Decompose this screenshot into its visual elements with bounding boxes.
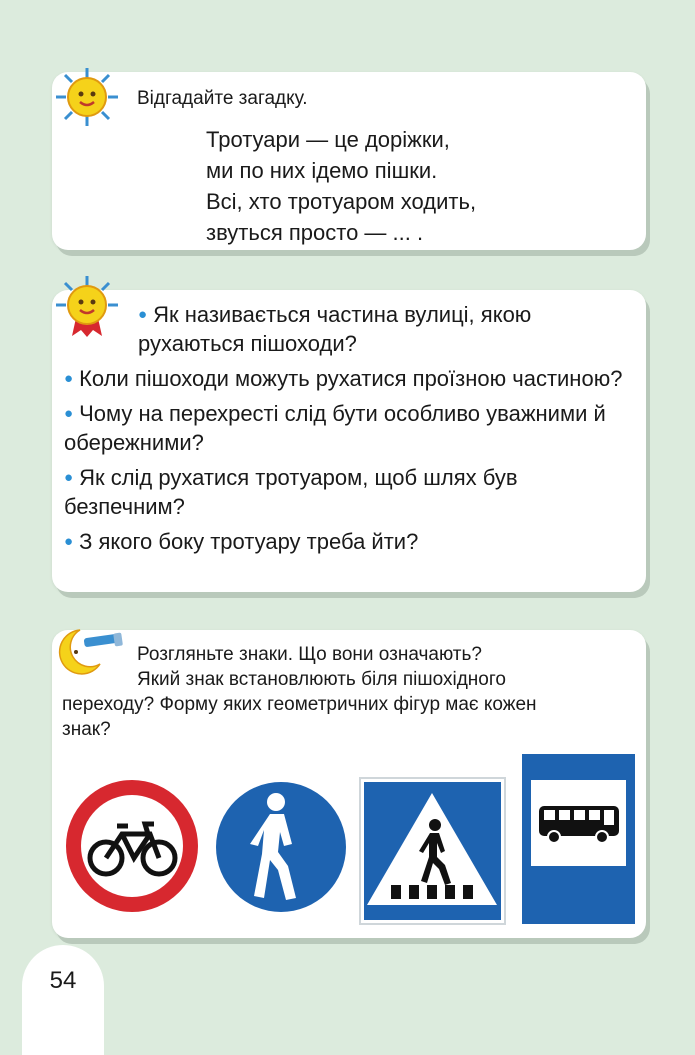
bullet-icon: ●: [64, 533, 74, 550]
poem-line: Всі, хто тротуаром ходить,: [206, 189, 477, 214]
question-text: Як слід рухатися тротуаром, щоб шлях був безпечним?: [64, 465, 518, 519]
sun-icon: [54, 66, 120, 128]
bullet-icon: ●: [64, 370, 74, 387]
question-text: Чому на перехресті слід бути особливо уважними й обережними?: [64, 401, 606, 455]
task-line: Розгляньте знаки. Що вони означають?: [137, 644, 482, 665]
bullet-icon: ●: [64, 405, 74, 422]
riddle-instruction: Відгадайте загадку.: [137, 88, 308, 109]
riddle-card: [52, 72, 646, 250]
signs-task-text: [62, 642, 637, 742]
question-text: Як називається частина вулиці, якою рухаються пішоходи?: [138, 302, 532, 356]
list-item: [64, 463, 634, 521]
list-item: [64, 399, 634, 457]
bullet-icon: ●: [138, 306, 148, 323]
question-text: Коли пішоходи можуть рухатися проїзною частиною?: [79, 366, 623, 391]
list-item: [64, 364, 634, 393]
bicycle-prohibited-sign: [62, 776, 202, 916]
bus-stop-sign: [522, 754, 635, 924]
bullet-icon: ●: [64, 469, 74, 486]
poem-line: Тротуари — це доріжки,: [206, 127, 450, 152]
riddle-poem: [206, 124, 476, 248]
signs-card: [52, 630, 646, 938]
poem-line: ми по них ідемо пішки.: [206, 158, 438, 183]
task-line: знак?: [62, 719, 111, 740]
poem-line: звуться просто — ... .: [206, 220, 424, 245]
questions-card: [52, 290, 646, 592]
question-text: З якого боку тротуару треба йти?: [79, 529, 419, 554]
task-line: переходу? Форму яких геометричних фігур має кожен: [62, 694, 537, 715]
questions-list: [64, 300, 634, 562]
list-item: [64, 300, 634, 358]
list-item: [64, 527, 634, 556]
task-line: Який знак встановлюють біля пішохідного: [137, 669, 506, 690]
pedestrian-path-sign: [214, 780, 348, 914]
pedestrian-crossing-sign: [359, 777, 506, 925]
page-number: 54: [22, 945, 104, 1055]
